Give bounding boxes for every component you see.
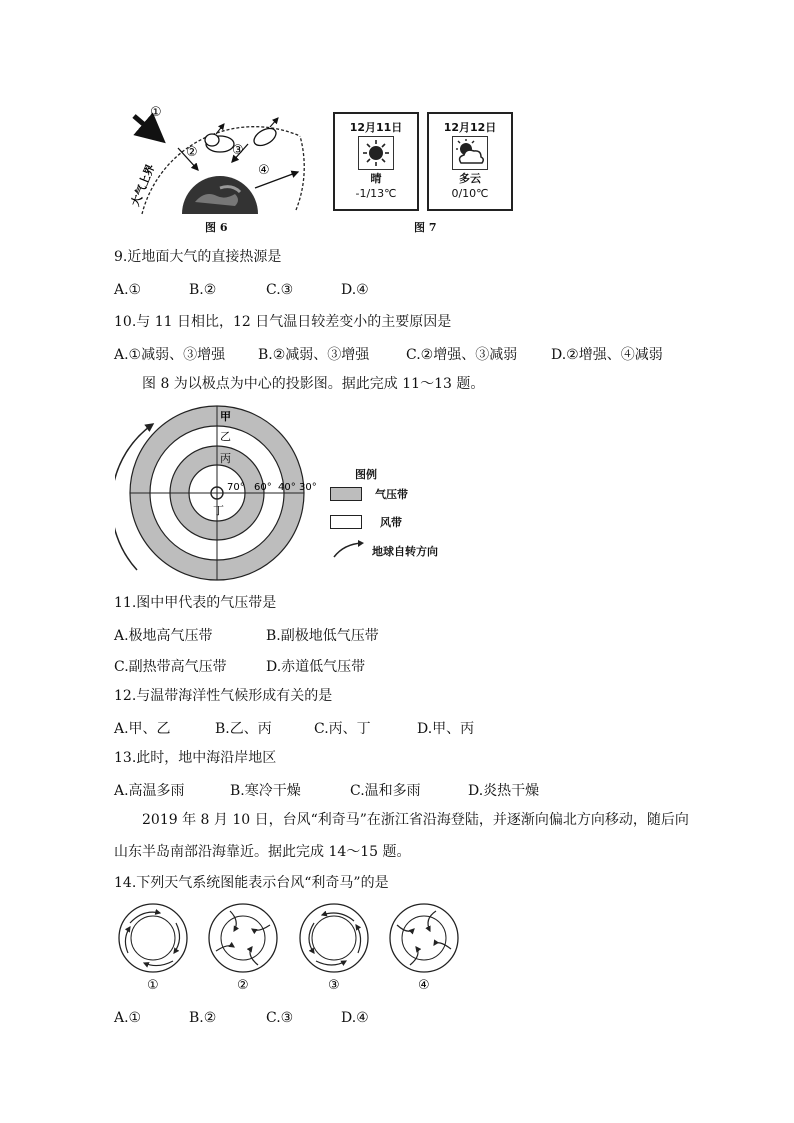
- q10-option-a[interactable]: A.①减弱、③增强: [114, 347, 226, 363]
- lat-70: 70°: [227, 482, 245, 493]
- weather-date: 12月12日: [443, 121, 497, 134]
- typhoon-diagram-4: [390, 904, 458, 972]
- typhoon-label-2: ②: [237, 978, 249, 993]
- q12-option-b[interactable]: B.乙、丙: [215, 721, 272, 737]
- q11-option-b[interactable]: B.副极地低气压带: [266, 628, 379, 644]
- legend-rotation: 地球自转方向: [372, 545, 438, 558]
- earth-icon: [182, 176, 258, 214]
- question-10-stem: 10.与 11 日相比，12 日气温日较差变小的主要原因是: [114, 314, 452, 330]
- q14-option-a[interactable]: A.①: [114, 1010, 142, 1026]
- weather-card-dec12: [427, 112, 513, 211]
- weather-date: 12月11日: [349, 121, 403, 134]
- typhoon-label-4: ④: [418, 978, 430, 993]
- q14-option-c[interactable]: C.③: [266, 1010, 294, 1026]
- weather-condition: 晴: [370, 172, 382, 185]
- weather-condition: 多云: [459, 172, 481, 185]
- q10-option-c[interactable]: C.②增强、③减弱: [406, 347, 518, 363]
- legend-swatch-pressure: [330, 487, 362, 501]
- typhoon-diagram-3: [300, 904, 368, 972]
- q13-option-b[interactable]: B.寒冷干燥: [230, 783, 301, 799]
- q11-option-c[interactable]: C.副热带高气压带: [114, 659, 227, 675]
- q9-option-a[interactable]: A.①: [114, 282, 142, 298]
- atmosphere-label: 大气上界: [128, 162, 158, 209]
- marker-3: ③: [232, 143, 244, 158]
- weather-temp: 0/10℃: [451, 187, 489, 200]
- marker-2: ②: [186, 145, 198, 160]
- lat-60: 60°: [254, 482, 272, 493]
- q9-option-b[interactable]: B.②: [189, 282, 217, 298]
- q10-option-d[interactable]: D.②增强、④减弱: [551, 347, 663, 363]
- figure-6-caption: 图 6: [205, 221, 228, 234]
- legend-title: 图例: [355, 468, 377, 481]
- typhoon-diagram-1: [119, 904, 187, 972]
- typhoon-label-1: ①: [147, 978, 159, 993]
- q14-option-b[interactable]: B.②: [189, 1010, 217, 1026]
- q12-option-c[interactable]: C.丙、丁: [314, 721, 371, 737]
- label-jia: 甲: [220, 410, 231, 423]
- typhoon-diagrams: [118, 903, 463, 993]
- label-ding: 丁: [213, 504, 224, 517]
- legend-swatch-wind: [330, 515, 362, 529]
- marker-4: ④: [258, 163, 270, 178]
- question-13-stem: 13.此时，地中海沿岸地区: [114, 750, 277, 766]
- figure-7-caption: 图 7: [414, 221, 437, 234]
- legend-pressure-belt: 气压带: [375, 488, 408, 501]
- legend-rotation-arrow-icon: [330, 540, 366, 560]
- q13-option-c[interactable]: C.温和多雨: [350, 783, 421, 799]
- q13-option-d[interactable]: D.炎热干燥: [468, 783, 540, 799]
- q11-option-a[interactable]: A.极地高气压带: [114, 628, 213, 644]
- legend-wind-belt: 风带: [380, 516, 402, 529]
- intro-typhoon-line-1: 2019 年 8 月 10 日，台风“利奇马”在浙江省沿海登陆，并逐渐向偏北方向移动，随后向: [142, 812, 689, 828]
- lat-30: 30°: [299, 482, 317, 493]
- q10-option-b[interactable]: B.②减弱、③增强: [258, 347, 370, 363]
- label-yi: 乙: [220, 430, 231, 443]
- typhoon-label-3: ③: [328, 978, 340, 993]
- cloud-icon: [251, 125, 279, 149]
- marker-1: ①: [150, 105, 162, 120]
- label-bing: 丙: [220, 452, 231, 465]
- q11-option-d[interactable]: D.赤道低气压带: [266, 659, 366, 675]
- q9-option-c[interactable]: C.③: [266, 282, 294, 298]
- q12-option-a[interactable]: A.甲、乙: [114, 721, 171, 737]
- question-12-stem: 12.与温带海洋性气候形成有关的是: [114, 688, 333, 704]
- intro-typhoon-line-2: 山东半岛南部沿海靠近。据此完成 14～15 题。: [114, 844, 411, 860]
- cloudy-icon: [452, 136, 488, 170]
- intro-figure-8: 图 8 为以极点为中心的投影图。据此完成 11～13 题。: [142, 376, 485, 392]
- question-14-stem: 14.下列天气系统图能表示台风“利奇马”的是: [114, 875, 389, 891]
- q14-option-d[interactable]: D.④: [341, 1010, 369, 1026]
- sun-icon: [358, 136, 394, 170]
- figure-6-diagram: [120, 102, 320, 217]
- question-9-stem: 9.近地面大气的直接热源是: [114, 249, 282, 265]
- q13-option-a[interactable]: A.高温多雨: [114, 783, 185, 799]
- figure-8-polar-projection: [115, 402, 330, 582]
- question-11-stem: 11.图中甲代表的气压带是: [114, 595, 277, 611]
- weather-temp: -1/13℃: [355, 187, 397, 200]
- lat-40: 40°: [278, 482, 296, 493]
- typhoon-diagram-2: [209, 904, 277, 972]
- q12-option-d[interactable]: D.甲、丙: [417, 721, 475, 737]
- q9-option-d[interactable]: D.④: [341, 282, 369, 298]
- weather-card-dec11: [333, 112, 419, 211]
